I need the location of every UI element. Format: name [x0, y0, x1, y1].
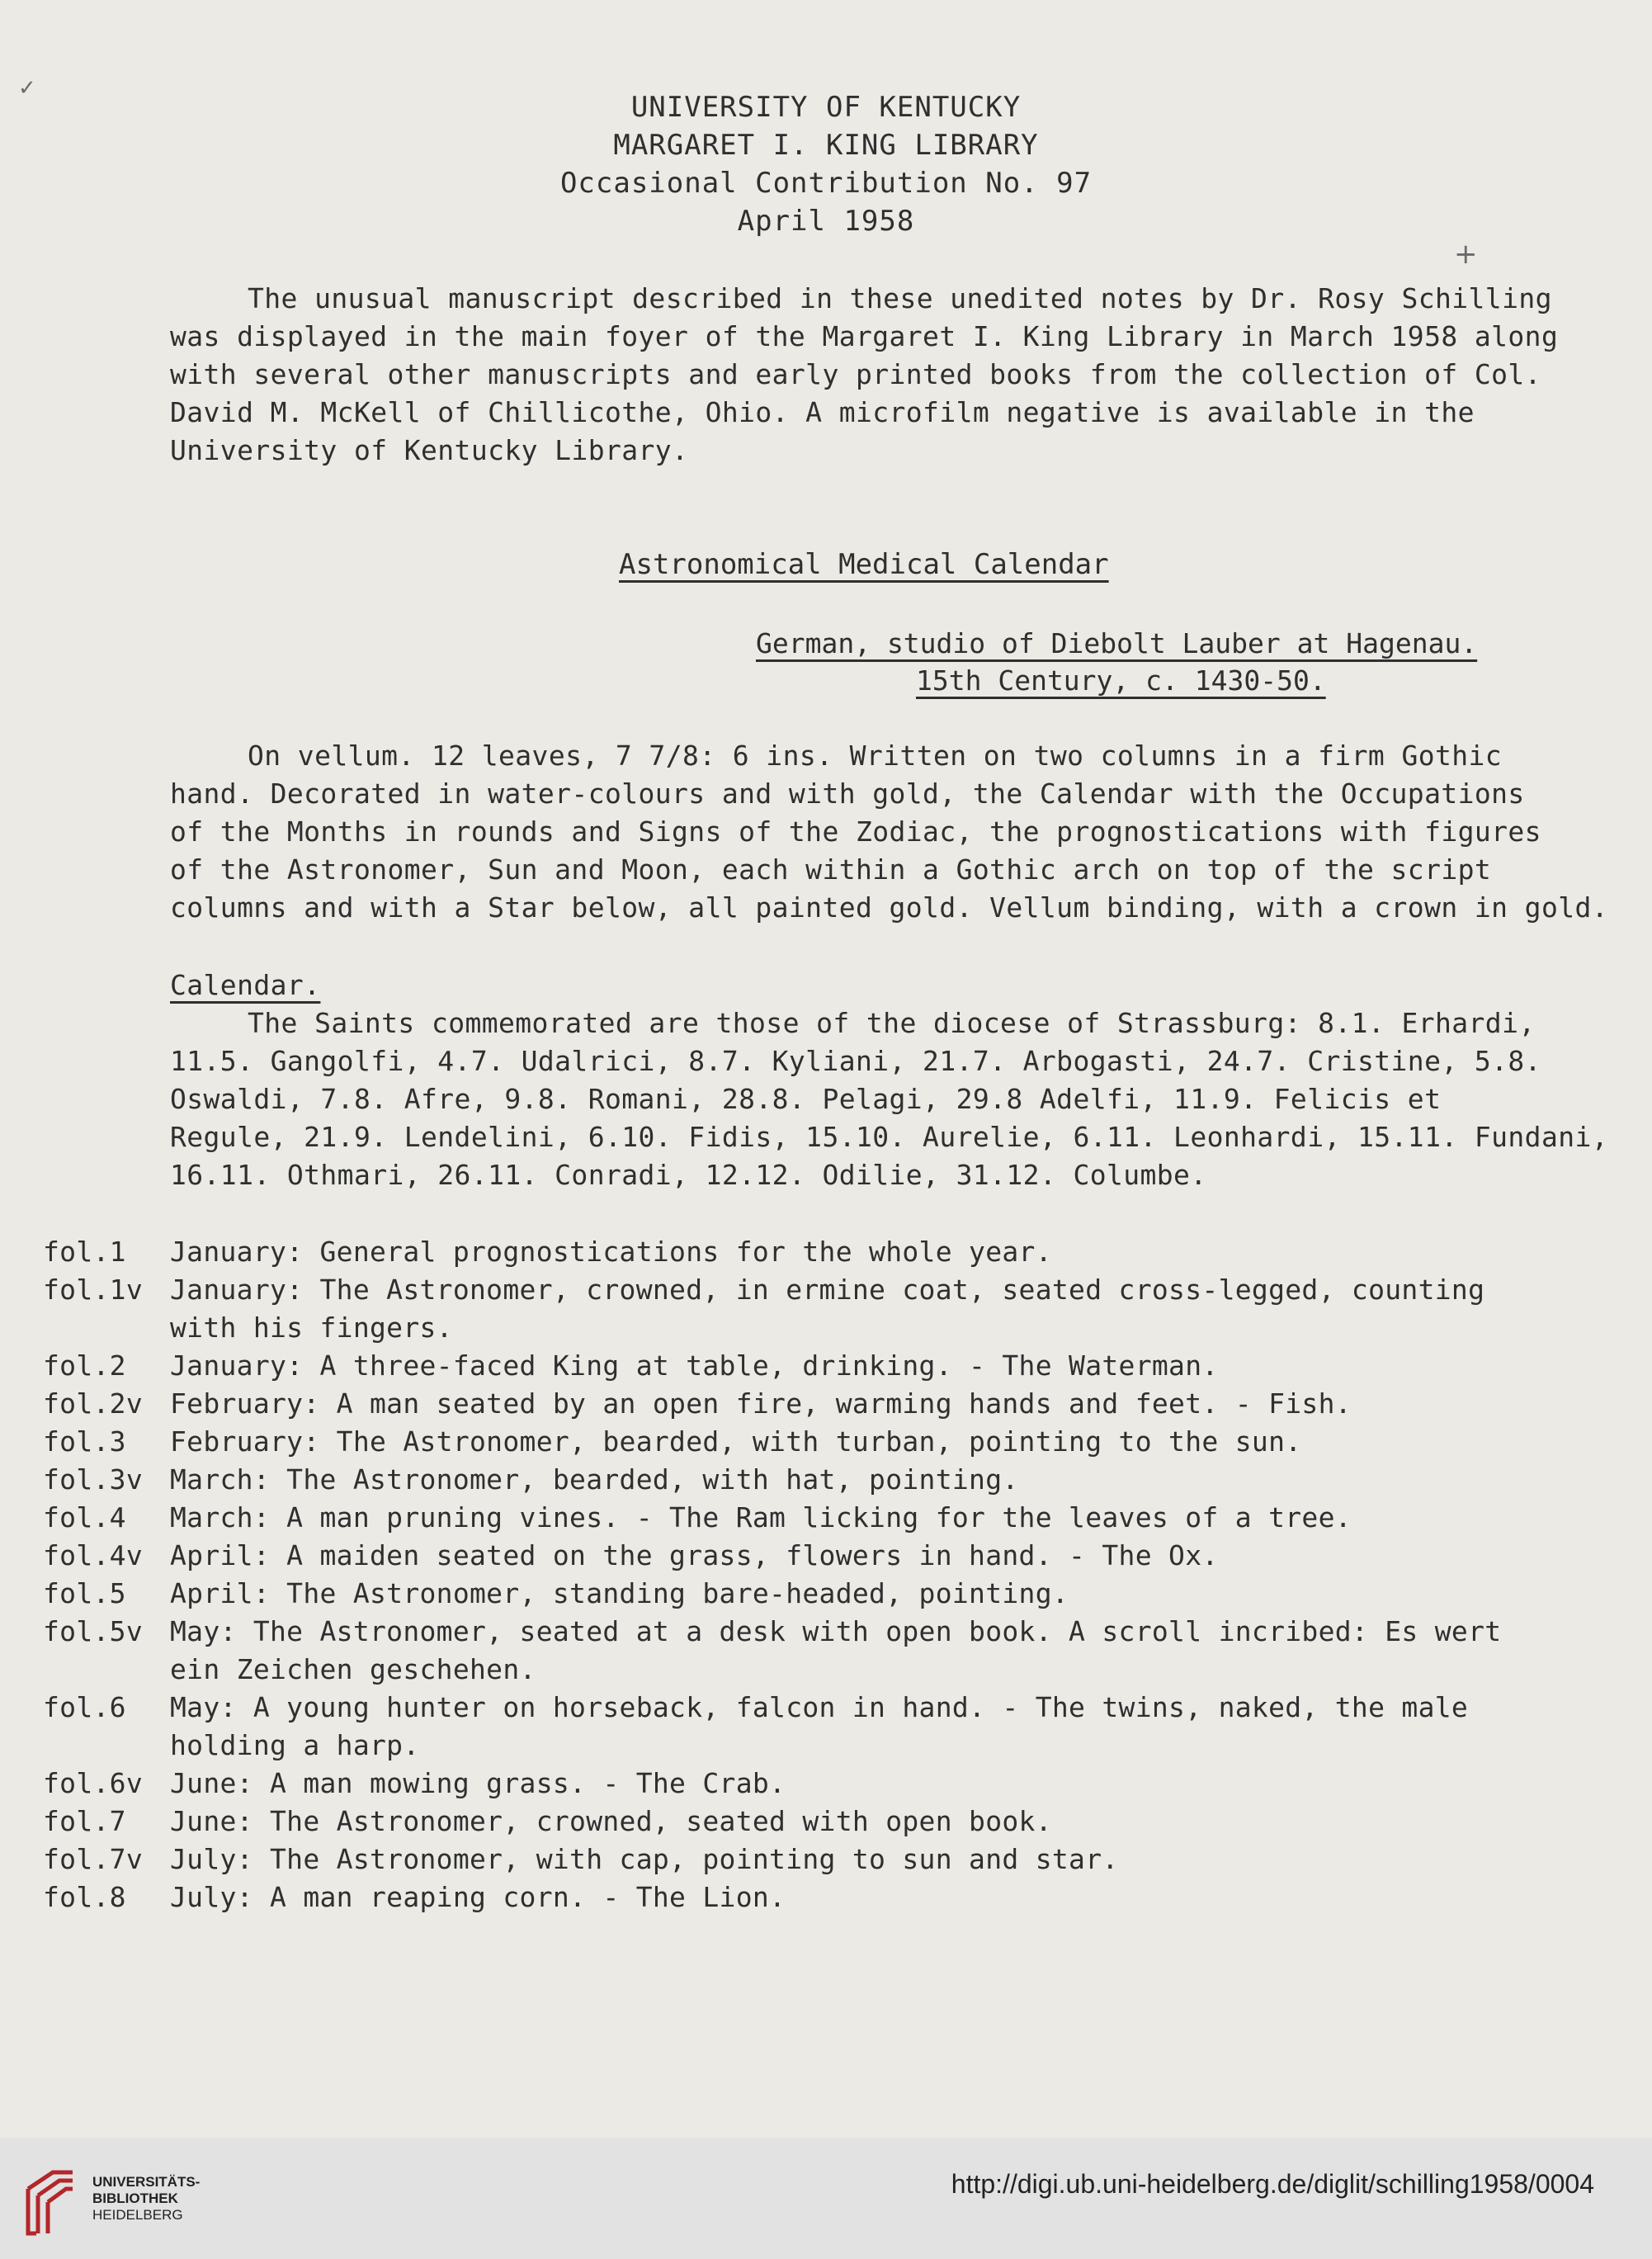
saints-line: Regule, 21.9. Lendelini, 6.10. Fidis, 15.10. Aurelie, 6.11. Leonhardi, 15.11. Fundani, [170, 1121, 1609, 1153]
header-line-3: Occasional Contribution No. 97 [559, 167, 1093, 200]
folio-text: July: The Astronomer, with cap, pointing to sun and star. [170, 1843, 1119, 1875]
folio-number: fol.1 [43, 1236, 126, 1268]
folio-number: fol.2 [43, 1349, 126, 1382]
folio-number: fol.2v [43, 1387, 144, 1420]
folio-text: May: The Astronomer, seated at a desk with open book. A scroll incribed: Es wert [170, 1615, 1502, 1647]
footer-bar [0, 2138, 1652, 2259]
folio-number: fol.5v [43, 1615, 144, 1647]
calendar-heading: Calendar. [170, 969, 321, 1001]
saints-line: 11.5. Gangolfi, 4.7. Udalrici, 8.7. Kyliani, 21.7. Arbogasti, 24.7. Cristine, 5.8. [170, 1045, 1541, 1077]
header-line-4: April 1958 [737, 205, 915, 238]
description-line: columns and with a Star below, all painted gold. Vellum binding, with a crown in gold. [170, 891, 1609, 924]
pencil-mark: ✓ [18, 76, 36, 101]
library-name-line-3: HEIDELBERG [92, 2207, 183, 2223]
pencil-cross: + [1454, 238, 1478, 271]
folio-text: June: A man mowing grass. - The Crab. [170, 1767, 786, 1799]
saints-line: 16.11. Othmari, 26.11. Conradi, 12.12. Odilie, 31.12. Columbe. [170, 1159, 1207, 1191]
folio-text-continued: holding a harp. [170, 1729, 420, 1761]
folio-text: January: The Astronomer, crowned, in ermine coat, seated cross-legged, counting [170, 1274, 1485, 1306]
folio-number: fol.3 [43, 1425, 126, 1458]
folio-text: April: A maiden seated on the grass, flowers in hand. - The Ox. [170, 1539, 1219, 1571]
folio-number: fol.5 [43, 1577, 126, 1609]
header-line-1: UNIVERSITY OF KENTUCKY [630, 91, 1022, 124]
folio-text-continued: with his fingers. [170, 1311, 453, 1344]
intro-line: University of Kentucky Library. [170, 434, 689, 466]
header-line-2: MARGARET I. KING LIBRARY [613, 129, 1039, 162]
folio-number: fol.7 [43, 1805, 126, 1837]
description-line: On vellum. 12 leaves, 7 7/8: 6 ins. Written on two columns in a firm Gothic [248, 740, 1503, 772]
folio-number: fol.6 [43, 1691, 126, 1723]
folio-text: February: The Astronomer, bearded, with turban, pointing to the sun. [170, 1425, 1302, 1458]
intro-paragraph [170, 280, 1558, 470]
folio-number: fol.4v [43, 1539, 144, 1571]
source-url-link[interactable]: http://digi.ub.uni-heidelberg.de/diglit/schilling1958/0004 [951, 2169, 1594, 2199]
folio-text: March: A man pruning vines. - The Ram licking for the leaves of a tree. [170, 1501, 1352, 1534]
folio-number: fol.8 [43, 1881, 126, 1913]
folio-text-continued: ein Zeichen geschehen. [170, 1653, 536, 1685]
intro-line: with several other manuscripts and early printed books from the collection of Col. [170, 358, 1541, 390]
intro-line: David M. McKell of Chillicothe, Ohio. A microfilm negative is available in the [170, 396, 1475, 428]
library-logo-icon [20, 2167, 81, 2238]
folio-number: fol.1v [43, 1274, 144, 1306]
saints-paragraph [170, 1004, 1608, 1194]
folio-text: April: The Astronomer, standing bare-headed, pointing. [170, 1577, 1069, 1609]
library-name [92, 2174, 200, 2224]
description-line: of the Months in rounds and Signs of the Zodiac, the prognostications with figures [170, 815, 1541, 848]
library-name-line-2: BIBLIOTHEK [92, 2190, 178, 2206]
description-line: of the Astronomer, Sun and Moon, each within a Gothic arch on top of the script [170, 853, 1492, 886]
folio-text: May: A young hunter on horseback, falcon in hand. - The twins, naked, the male [170, 1691, 1469, 1723]
document-title: Astronomical Medical Calendar [619, 548, 1109, 581]
folio-text: March: The Astronomer, bearded, with hat, pointing. [170, 1463, 1019, 1496]
folio-number: fol.6v [43, 1767, 144, 1799]
folio-text: January: General prognostications for the whole year. [170, 1236, 1052, 1268]
folio-text: January: A three-faced King at table, drinking. - The Waterman. [170, 1349, 1219, 1382]
library-name-line-1: UNIVERSITÄTS- [92, 2174, 201, 2190]
saints-line: The Saints commemorated are those of the diocese of Strassburg: 8.1. Erhardi, [248, 1007, 1536, 1039]
date-line: 15th Century, c. 1430-50. [916, 664, 1326, 697]
description-line: hand. Decorated in water-colours and with gold, the Calendar with the Occupations [170, 777, 1525, 810]
folio-number: fol.7v [43, 1843, 144, 1875]
saints-line: Oswaldi, 7.8. Afre, 9.8. Romani, 28.8. Pelagi, 29.8 Adelfi, 11.9. Felicis et [170, 1083, 1442, 1115]
description-paragraph [170, 737, 1608, 927]
intro-line: was displayed in the main foyer of the Margaret I. King Library in March 1958 along [170, 320, 1559, 352]
folio-number: fol.4 [43, 1501, 126, 1534]
origin-line: German, studio of Diebolt Lauber at Hagenau. [756, 627, 1478, 659]
folio-text: February: A man seated by an open fire, warming hands and feet. - Fish. [170, 1387, 1352, 1420]
folio-text: June: The Astronomer, crowned, seated with open book. [170, 1805, 1052, 1837]
folio-text: July: A man reaping corn. - The Lion. [170, 1881, 786, 1913]
folio-number: fol.3v [43, 1463, 144, 1496]
intro-line: The unusual manuscript described in these unedited notes by Dr. Rosy Schilling [248, 282, 1552, 314]
